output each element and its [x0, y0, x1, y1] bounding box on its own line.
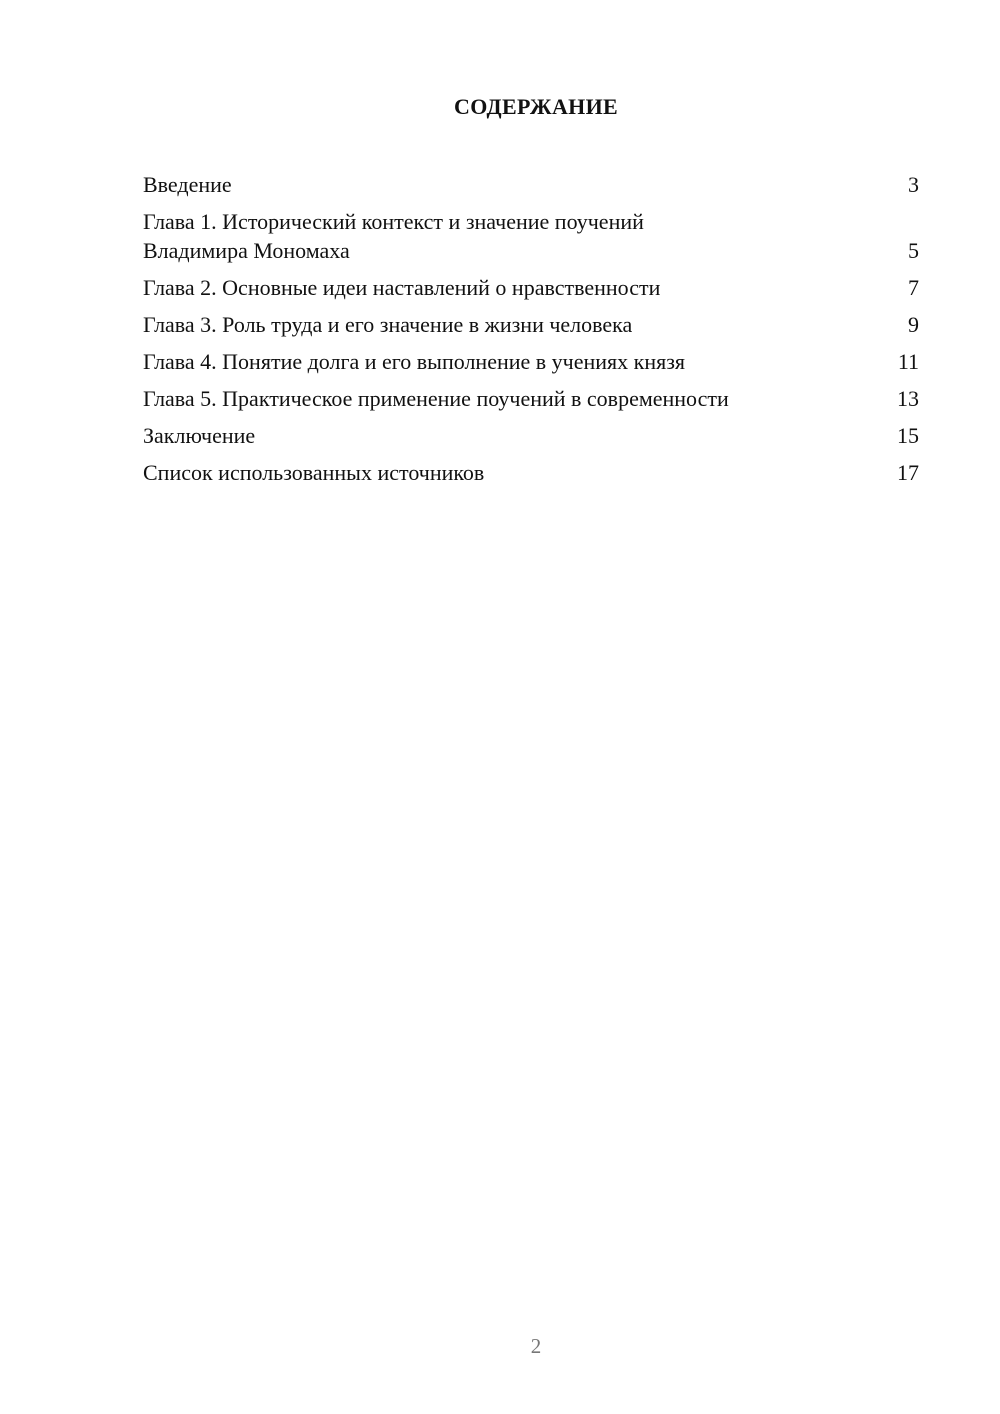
toc-entry-chapter-4[interactable] — [143, 347, 919, 376]
toc-entry-page: 17 — [897, 460, 919, 485]
toc-entry-label — [143, 347, 879, 376]
toc-entry-label-line: Глава 3. Роль труда и его значение в жизни человека — [143, 312, 633, 337]
toc-entry-label — [143, 273, 879, 302]
toc-entry-label — [143, 458, 879, 487]
toc-entry-introduction[interactable] — [143, 170, 919, 199]
toc-entry-page: 15 — [897, 423, 919, 448]
toc-entry-page: 5 — [908, 238, 919, 263]
toc-entry-label-line: Глава 1. Исторический контекст и значение поучений — [143, 209, 644, 234]
toc-entry-label — [143, 310, 879, 339]
toc-entry-chapter-1[interactable] — [143, 207, 919, 265]
toc-entry-label-line: Глава 2. Основные идеи наставлений о нравственности — [143, 275, 661, 300]
toc-entry-chapter-5[interactable] — [143, 384, 919, 413]
toc-entry-references[interactable] — [143, 458, 919, 487]
toc-entry-label-line: Заключение — [143, 423, 256, 448]
toc-entry-label-line: Глава 4. Понятие долга и его выполнение в учениях князя — [143, 349, 686, 374]
toc-entry-chapter-3[interactable] — [143, 310, 919, 339]
page-number: 2 — [530, 1334, 542, 1358]
toc-entry-label-line: Введение — [143, 172, 232, 197]
toc-entry-chapter-2[interactable] — [143, 273, 919, 302]
toc-entry-label-line: Глава 5. Практическое применение поучений в современности — [143, 386, 729, 411]
toc-entry-label — [143, 421, 879, 450]
toc-entry-label — [143, 170, 879, 199]
page-title: СОДЕРЖАНИЕ — [454, 94, 618, 119]
toc-entry-conclusion[interactable] — [143, 421, 919, 450]
toc-entry-label — [143, 207, 879, 265]
toc-entry-page: 11 — [897, 349, 919, 374]
toc-entry-label — [143, 384, 879, 413]
toc-entry-label-line: Владимира Мономаха — [143, 238, 350, 263]
toc-entry-page: 9 — [908, 312, 919, 337]
toc-entry-page: 13 — [897, 386, 919, 411]
toc-entry-label-line: Список использованных источников — [143, 460, 485, 485]
toc-entry-page: 3 — [908, 172, 919, 197]
toc-entry-page: 7 — [908, 275, 919, 300]
table-of-contents — [143, 170, 919, 495]
